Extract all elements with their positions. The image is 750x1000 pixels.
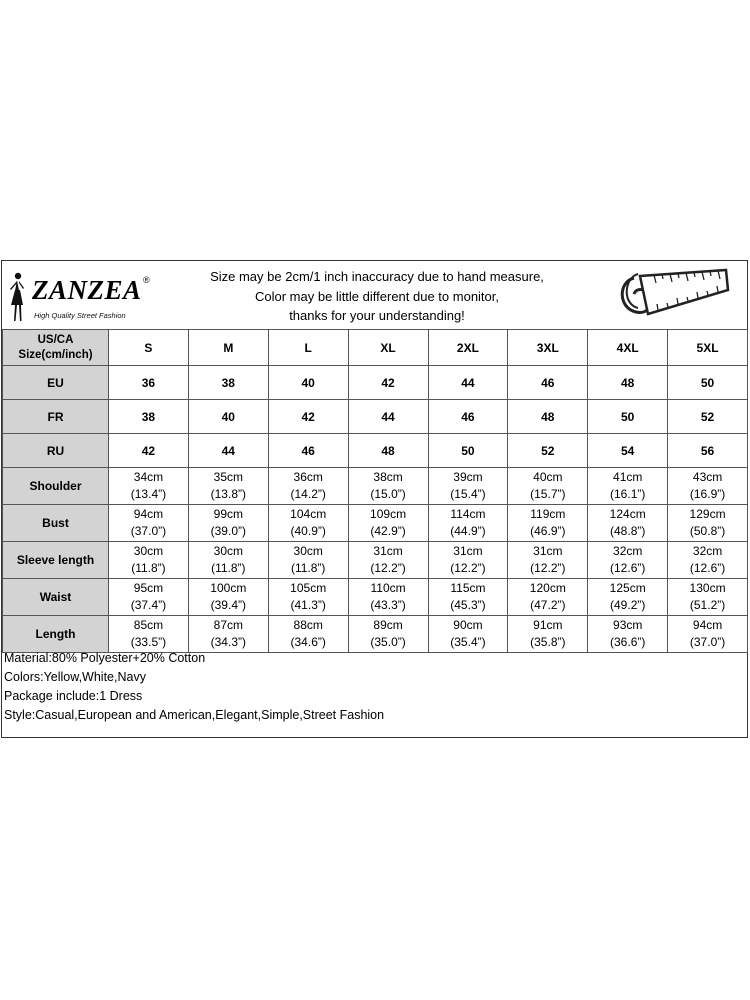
measurement-cm: 91cm	[533, 618, 563, 632]
measurement-cm: 95cm	[133, 581, 164, 595]
measurement-inch: (12.2”)	[530, 561, 566, 575]
measurement-inch: (51.2”)	[689, 598, 726, 612]
measurement-cm: 99cm	[213, 507, 243, 521]
measurement-inch: (15.0”)	[370, 487, 406, 501]
measurement-cm: 36cm	[293, 470, 323, 484]
size-cell: 42	[268, 400, 348, 434]
size-cell: 54	[588, 434, 668, 468]
row-label: Shoulder	[3, 468, 109, 505]
size-header-cell: M	[188, 330, 268, 366]
row-label: RU	[3, 434, 109, 468]
measurement-cell	[588, 579, 668, 616]
brand-tagline: High Quality Street Fashion	[34, 311, 126, 320]
measurement-cell	[348, 579, 428, 616]
measurement-inch: (11.8”)	[290, 561, 326, 575]
measurement-cm: 93cm	[613, 618, 643, 632]
measurement-cell	[668, 468, 748, 505]
notice-line: thanks for your understanding!	[289, 308, 465, 323]
size-header-cell: S	[109, 330, 189, 366]
size-header-cell: 5XL	[668, 330, 748, 366]
measurement-cm: 38cm	[373, 470, 403, 484]
measurement-inch: (12.2”)	[450, 561, 486, 575]
measurement-cm: 30cm	[133, 544, 164, 558]
size-header-label-line: US/CA	[37, 333, 74, 346]
measurement-cm: 130cm	[689, 581, 726, 595]
size-header-label	[3, 330, 109, 366]
row-label: EU	[3, 366, 109, 400]
measurement-row	[3, 505, 748, 542]
measurement-cm: 94cm	[133, 507, 164, 521]
row-label: FR	[3, 400, 109, 434]
measurement-cm: 90cm	[453, 618, 483, 632]
measurement-row	[3, 542, 748, 579]
measurement-cm: 85cm	[133, 618, 164, 632]
measurement-cell	[428, 468, 508, 505]
measurement-inch: (11.8”)	[211, 561, 246, 575]
measurement-cm: 32cm	[613, 544, 643, 558]
measurement-notice	[182, 267, 572, 326]
size-cell: 42	[109, 434, 189, 468]
woman-silhouette-icon	[8, 271, 26, 323]
size-header-cell: XL	[348, 330, 428, 366]
measurement-cm: 129cm	[689, 507, 726, 521]
measurement-inch: (41.3”)	[290, 598, 326, 612]
size-cell: 38	[109, 400, 189, 434]
row-label: Bust	[3, 505, 109, 542]
measurement-cm: 30cm	[213, 544, 243, 558]
brand-logo	[6, 267, 166, 325]
measurement-inch: (12.6”)	[610, 561, 646, 575]
measurement-cm: 88cm	[293, 618, 323, 632]
measurement-cell	[428, 616, 508, 653]
measurement-cm: 31cm	[373, 544, 403, 558]
measurement-inch: (46.9”)	[530, 524, 566, 538]
size-header-label-line: Size(cm/inch)	[18, 348, 93, 361]
measurement-cm: 40cm	[533, 470, 563, 484]
measurement-cell	[188, 616, 268, 653]
size-header-cell: 2XL	[428, 330, 508, 366]
measurement-cm: 110cm	[370, 581, 406, 595]
size-cell: 40	[268, 366, 348, 400]
measurement-cm: 104cm	[290, 507, 327, 521]
size-cell: 50	[668, 366, 748, 400]
measurement-cm: 31cm	[533, 544, 563, 558]
measurement-cm: 31cm	[453, 544, 483, 558]
measurement-cell	[428, 579, 508, 616]
size-cell: 36	[109, 366, 189, 400]
measurement-cell	[268, 505, 348, 542]
measurement-cell	[268, 468, 348, 505]
row-label: Length	[3, 616, 109, 653]
measurement-inch: (39.0”)	[210, 524, 246, 538]
size-cell: 44	[188, 434, 268, 468]
measurement-inch: (37.0”)	[130, 524, 167, 538]
measurement-cm: 41cm	[613, 470, 643, 484]
size-table	[2, 329, 748, 653]
measurement-cell	[188, 505, 268, 542]
row-label: Waist	[3, 579, 109, 616]
size-cell: 40	[188, 400, 268, 434]
measurement-cell	[668, 579, 748, 616]
measurement-cell	[668, 542, 748, 579]
chart-header	[2, 261, 747, 330]
size-cell: 46	[428, 400, 508, 434]
measurement-row	[3, 468, 748, 505]
size-row	[3, 400, 748, 434]
measurement-cell	[508, 616, 588, 653]
measurement-cell	[428, 542, 508, 579]
measurement-inch: (13.4”)	[130, 487, 167, 501]
measurement-cm: 43cm	[692, 470, 723, 484]
size-cell: 42	[348, 366, 428, 400]
measurement-cell	[188, 579, 268, 616]
measurement-cm: 105cm	[290, 581, 327, 595]
size-cell: 56	[668, 434, 748, 468]
measurement-cm: 32cm	[692, 544, 723, 558]
measurement-cell	[508, 542, 588, 579]
measurement-cm: 125cm	[609, 581, 646, 595]
size-row	[3, 366, 748, 400]
registered-mark: ®	[143, 275, 150, 285]
size-cell: 46	[268, 434, 348, 468]
measurement-inch: (35.0”)	[370, 635, 406, 649]
measurement-inch: (45.3”)	[450, 598, 486, 612]
size-cell: 50	[428, 434, 508, 468]
measurement-cell	[508, 468, 588, 505]
measurement-cm: 94cm	[692, 618, 723, 632]
size-cell: 50	[588, 400, 668, 434]
measurement-inch: (13.8”)	[210, 487, 246, 501]
measurement-inch: (37.4”)	[130, 598, 167, 612]
measurement-cell	[268, 616, 348, 653]
measurement-inch: (49.2”)	[610, 598, 646, 612]
measurement-cell	[268, 542, 348, 579]
notice-line: Size may be 2cm/1 inch inaccuracy due to hand measure,	[210, 269, 544, 284]
measurement-cm: 119cm	[530, 507, 566, 521]
size-header-cell: 4XL	[588, 330, 668, 366]
size-cell: 48	[588, 366, 668, 400]
measurement-cell	[109, 468, 189, 505]
measurement-inch: (16.9”)	[689, 487, 726, 501]
measurement-row	[3, 616, 748, 653]
measurement-inch: (15.4”)	[450, 487, 486, 501]
measurement-cm: 100cm	[210, 581, 247, 595]
measurement-cm: 109cm	[370, 507, 407, 521]
measurement-cell	[109, 505, 189, 542]
measurement-cell	[668, 616, 748, 653]
product-notes	[4, 649, 384, 725]
measurement-cell	[588, 468, 668, 505]
measurement-inch: (47.2”)	[530, 598, 566, 612]
measurement-cell	[508, 505, 588, 542]
package-note: Package include:1 Dress	[4, 689, 143, 703]
measurement-inch: (36.6”)	[610, 635, 646, 649]
measurement-cell	[268, 579, 348, 616]
measurement-cell	[428, 505, 508, 542]
measurement-cm: 115cm	[450, 581, 486, 595]
measurement-cell	[588, 542, 668, 579]
measurement-row	[3, 579, 748, 616]
size-cell: 44	[348, 400, 428, 434]
size-header-cell: 3XL	[508, 330, 588, 366]
measurement-inch: (40.9”)	[290, 524, 326, 538]
measurement-inch: (50.8”)	[689, 524, 726, 538]
material-note: Material:80% Polyester+20% Cotton	[4, 651, 206, 665]
measurement-cm: 120cm	[529, 581, 566, 595]
measurement-cell	[109, 579, 189, 616]
measurement-cell	[348, 505, 428, 542]
size-cell: 52	[508, 434, 588, 468]
measuring-tape-icon	[614, 264, 732, 326]
measurement-cell	[348, 468, 428, 505]
measurement-cm: 87cm	[213, 618, 243, 632]
measurement-cell	[109, 616, 189, 653]
measurement-cm: 39cm	[453, 470, 483, 484]
measurement-cell	[588, 616, 668, 653]
measurement-inch: (14.2”)	[290, 487, 326, 501]
measurement-inch: (12.2”)	[370, 561, 406, 575]
measurement-inch: (12.6”)	[689, 561, 726, 575]
measurement-inch: (33.5”)	[130, 635, 167, 649]
measurement-cell	[348, 616, 428, 653]
size-chart	[1, 260, 748, 738]
size-row	[3, 434, 748, 468]
measurement-inch: (11.8”)	[131, 561, 166, 575]
size-cell: 38	[188, 366, 268, 400]
colors-note: Colors:Yellow,White,Navy	[4, 670, 146, 684]
measurement-inch: (35.4”)	[450, 635, 486, 649]
notice-line: Color may be little different due to monitor,	[255, 288, 499, 304]
measurement-cell	[668, 505, 748, 542]
measurement-cell	[188, 468, 268, 505]
measurement-cell	[508, 579, 588, 616]
size-cell: 48	[348, 434, 428, 468]
measurement-inch: (48.8”)	[610, 524, 646, 538]
measurement-cm: 114cm	[450, 507, 486, 521]
size-cell: 46	[508, 366, 588, 400]
size-cell: 52	[668, 400, 748, 434]
size-cell: 48	[508, 400, 588, 434]
measurement-inch: (34.3”)	[210, 635, 246, 649]
measurement-cm: 124cm	[609, 507, 646, 521]
measurement-inch: (16.1”)	[610, 487, 646, 501]
measurement-cm: 89cm	[373, 618, 403, 632]
measurement-inch: (44.9”)	[450, 524, 486, 538]
measurement-inch: (35.8”)	[530, 635, 566, 649]
size-header-row	[3, 330, 748, 366]
measurement-cell	[588, 505, 668, 542]
brand-name: ZANZEA	[32, 275, 142, 305]
measurement-inch: (42.9”)	[370, 524, 406, 538]
measurement-inch: (15.7”)	[530, 487, 566, 501]
size-cell: 44	[428, 366, 508, 400]
measurement-cm: 35cm	[213, 470, 243, 484]
row-label: Sleeve length	[3, 542, 109, 579]
measurement-cell	[348, 542, 428, 579]
measurement-cell	[109, 542, 189, 579]
style-note: Style:Casual,European and American,Elegant,Simple,Street Fashion	[4, 708, 385, 722]
measurement-cell	[188, 542, 268, 579]
size-header-cell: L	[268, 330, 348, 366]
measurement-cm: 30cm	[293, 544, 323, 558]
measurement-inch: (34.6”)	[290, 635, 326, 649]
measurement-cm: 34cm	[133, 470, 164, 484]
measurement-inch: (37.0”)	[689, 635, 726, 649]
measurement-inch: (43.3”)	[370, 598, 406, 612]
measurement-inch: (39.4”)	[210, 598, 246, 612]
